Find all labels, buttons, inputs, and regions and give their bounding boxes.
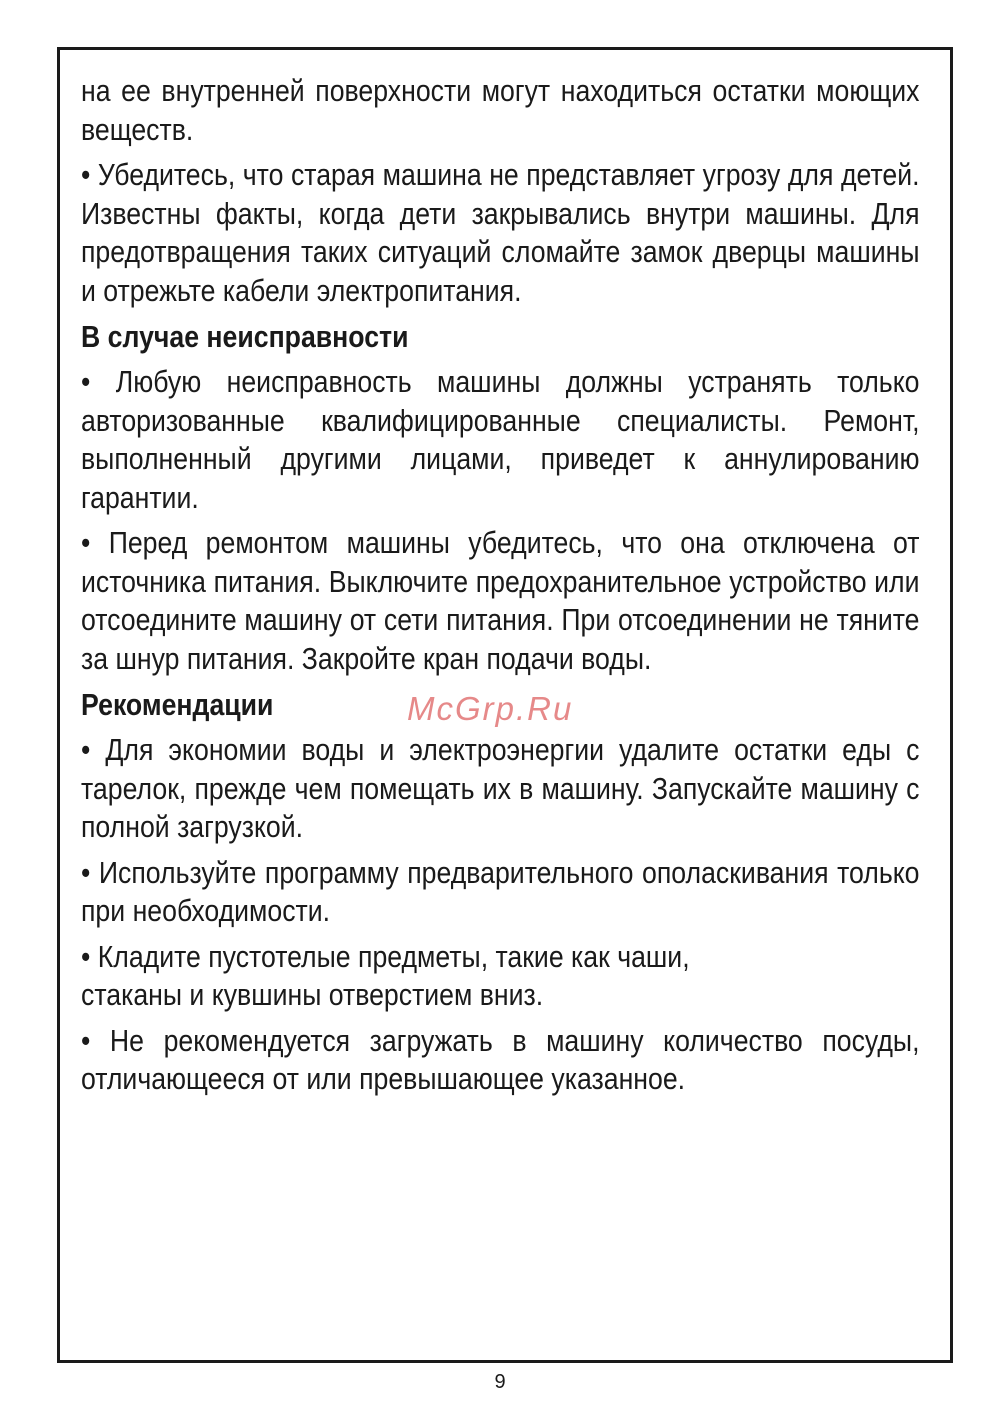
paragraph-authorized-repair: • Любую неисправность машины должны устранять только авторизованные квалифицированные специалисты. Ремонт, выполненный другими лицами, приведет к аннулированию гарантии.	[81, 364, 920, 515]
paragraph-hollow-items	[81, 938, 920, 1015]
paragraph-disconnect-power: • Перед ремонтом машины убедитесь, что она отключена от источника питания. Выключите предохранительное устройство или отсоедините машину от сети питания. При отсоединении не тяните за шнур питания. Закройте кран подачи воды.	[81, 525, 920, 676]
heading-malfunction: В случае неисправности	[81, 319, 409, 354]
paragraph-hollow-items-line1: • Кладите пустотелые предметы, такие как чаши,	[81, 938, 690, 974]
paragraph-detergent-residue: на ее внутренней поверхности могут находиться остатки моющих веществ.	[81, 73, 920, 147]
watermark: McGrp.Ru	[407, 690, 574, 727]
paragraph-save-water: • Для экономии воды и электроэнергии удалите остатки еды с тарелок, прежде чем помещать их в машину. Запускайте машину с полной загрузкой.	[81, 732, 920, 844]
page-number: 9	[494, 1371, 506, 1393]
document-body	[81, 72, 920, 1106]
heading-recommendations: Рекомендации	[81, 687, 274, 722]
paragraph-load-amount: • Не рекомендуется загружать в машину количество посуды, отличающееся от или превышающее указанное.	[81, 1022, 920, 1096]
paragraph-hollow-items-line2: стаканы и кувшины отверстием вниз.	[81, 977, 544, 1012]
paragraph-prerinse: • Используйте программу предварительного ополаскивания только при необходимости.	[81, 854, 920, 928]
paragraph-child-safety: • Убедитесь, что старая машина не представляет угрозу для детей. Известны факты, когда дети закрывались внутри машины. Для предотвращения таких ситуаций сломайте замок дверцы машины и отрежьте кабели электропитания.	[81, 157, 920, 308]
